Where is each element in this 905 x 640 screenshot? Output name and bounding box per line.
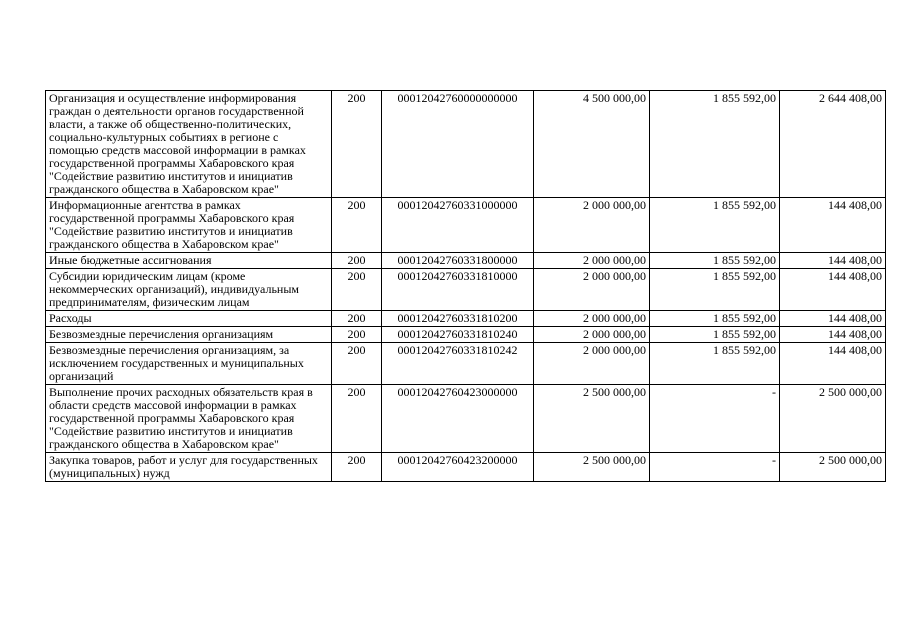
approved-amount-cell: 2 000 000,00 <box>534 269 650 311</box>
unexecuted-amount-cell: 2 500 000,00 <box>780 453 886 482</box>
approved-amount-cell: 4 500 000,00 <box>534 91 650 198</box>
row-name-cell: Безвозмездные перечисления организациям, за исключением государственных и муниципальных организаций <box>46 343 332 385</box>
approved-amount-cell: 2 500 000,00 <box>534 453 650 482</box>
approved-amount-cell: 2 000 000,00 <box>534 198 650 253</box>
executed-amount-cell: 1 855 592,00 <box>650 327 780 343</box>
executed-amount-cell: - <box>650 385 780 453</box>
executed-amount-cell: 1 855 592,00 <box>650 311 780 327</box>
budget-classification-code-cell: 00012042760000000000 <box>382 91 534 198</box>
row-name-cell: Организация и осуществление информирования граждан о деятельности органов государственной власти, а также об общественно-политических, социально-культурных событиях в регионе с помощью средств массовой информации в рамках государственной программы Хабаровского края "Содействие развитию институтов и инициатив гражданского общества в Хабаровском крае" <box>46 91 332 198</box>
line-code-cell: 200 <box>332 91 382 198</box>
line-code-cell: 200 <box>332 327 382 343</box>
budget-classification-code-cell: 00012042760423200000 <box>382 453 534 482</box>
budget-classification-code-cell: 00012042760331000000 <box>382 198 534 253</box>
executed-amount-cell: 1 855 592,00 <box>650 269 780 311</box>
unexecuted-amount-cell: 144 408,00 <box>780 253 886 269</box>
line-code-cell: 200 <box>332 453 382 482</box>
budget-classification-code-cell: 00012042760331810242 <box>382 343 534 385</box>
table-row <box>46 269 886 311</box>
row-name-cell: Иные бюджетные ассигнования <box>46 253 332 269</box>
executed-amount-cell: - <box>650 453 780 482</box>
executed-amount-cell: 1 855 592,00 <box>650 343 780 385</box>
unexecuted-amount-cell: 144 408,00 <box>780 327 886 343</box>
line-code-cell: 200 <box>332 253 382 269</box>
row-name-cell: Выполнение прочих расходных обязательств края в области средств массовой информации в рамках государственной программы Хабаровского края "Содействие развитию институтов и инициатив гражданского общества в Хабаровском крае" <box>46 385 332 453</box>
line-code-cell: 200 <box>332 343 382 385</box>
line-code-cell: 200 <box>332 198 382 253</box>
table-row <box>46 327 886 343</box>
unexecuted-amount-cell: 2 500 000,00 <box>780 385 886 453</box>
unexecuted-amount-cell: 144 408,00 <box>780 198 886 253</box>
table-row <box>46 91 886 198</box>
budget-table <box>45 90 886 482</box>
table-row <box>46 453 886 482</box>
unexecuted-amount-cell: 2 644 408,00 <box>780 91 886 198</box>
budget-classification-code-cell: 00012042760331810240 <box>382 327 534 343</box>
budget-classification-code-cell: 00012042760331810200 <box>382 311 534 327</box>
budget-classification-code-cell: 00012042760423000000 <box>382 385 534 453</box>
row-name-cell: Закупка товаров, работ и услуг для государственных (муниципальных) нужд <box>46 453 332 482</box>
approved-amount-cell: 2 000 000,00 <box>534 311 650 327</box>
table-row <box>46 311 886 327</box>
table-row <box>46 198 886 253</box>
table-row <box>46 343 886 385</box>
line-code-cell: 200 <box>332 269 382 311</box>
row-name-cell: Информационные агентства в рамках государственной программы Хабаровского края "Содействие развитию институтов и инициатив гражданского общества в Хабаровском крае" <box>46 198 332 253</box>
budget-classification-code-cell: 00012042760331800000 <box>382 253 534 269</box>
row-name-cell: Безвозмездные перечисления организациям <box>46 327 332 343</box>
row-name-cell: Субсидии юридическим лицам (кроме некоммерческих организаций), индивидуальным предпринимателям, физическим лицам <box>46 269 332 311</box>
executed-amount-cell: 1 855 592,00 <box>650 91 780 198</box>
approved-amount-cell: 2 000 000,00 <box>534 343 650 385</box>
approved-amount-cell: 2 500 000,00 <box>534 385 650 453</box>
table-row <box>46 253 886 269</box>
row-name-cell: Расходы <box>46 311 332 327</box>
approved-amount-cell: 2 000 000,00 <box>534 327 650 343</box>
executed-amount-cell: 1 855 592,00 <box>650 253 780 269</box>
budget-classification-code-cell: 00012042760331810000 <box>382 269 534 311</box>
executed-amount-cell: 1 855 592,00 <box>650 198 780 253</box>
unexecuted-amount-cell: 144 408,00 <box>780 269 886 311</box>
approved-amount-cell: 2 000 000,00 <box>534 253 650 269</box>
unexecuted-amount-cell: 144 408,00 <box>780 343 886 385</box>
line-code-cell: 200 <box>332 385 382 453</box>
budget-table-body <box>46 91 886 482</box>
table-row <box>46 385 886 453</box>
line-code-cell: 200 <box>332 311 382 327</box>
unexecuted-amount-cell: 144 408,00 <box>780 311 886 327</box>
